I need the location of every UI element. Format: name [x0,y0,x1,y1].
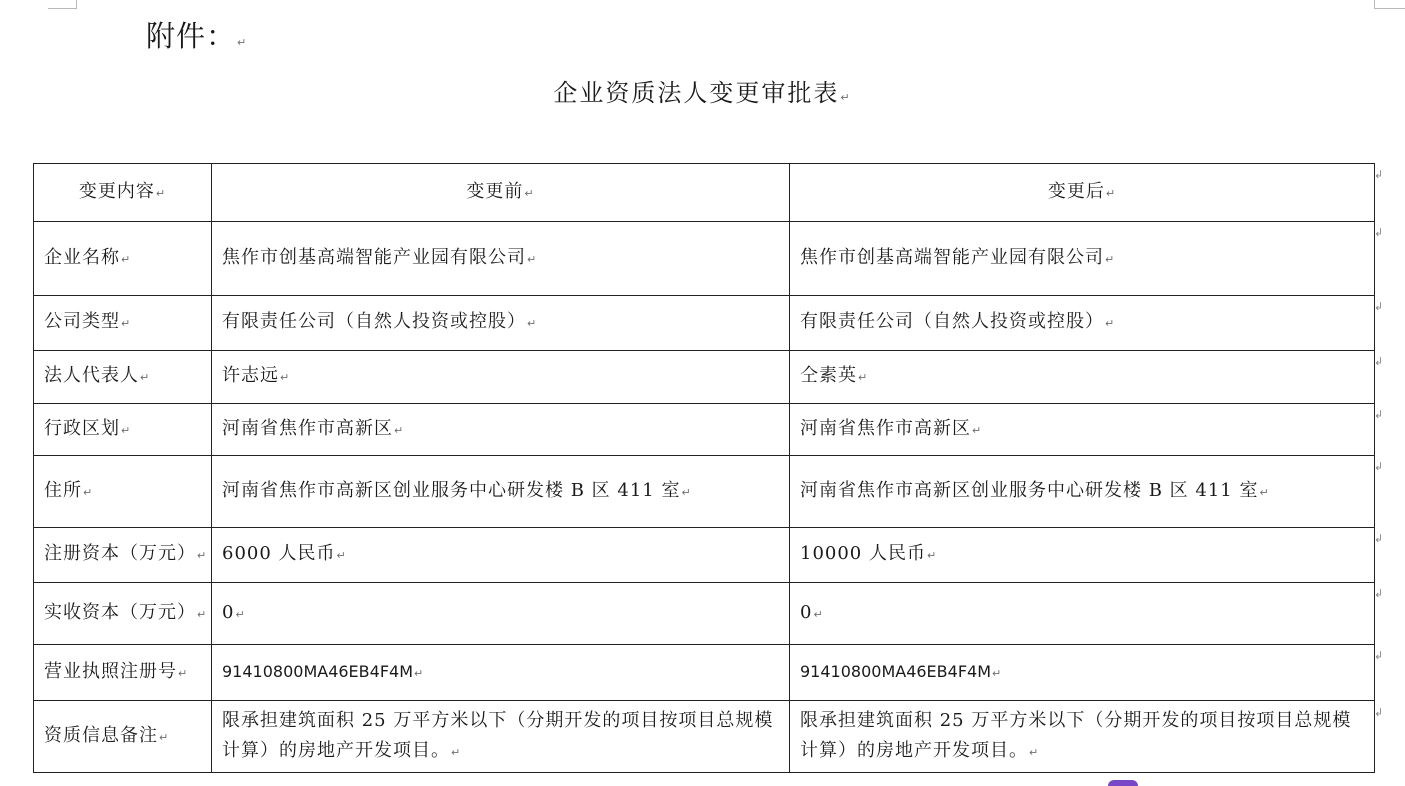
cell-end-mark-icon: ↵ [414,666,425,680]
after-cell[interactable]: 河南省焦作市高新区↵ [790,404,1375,456]
cell-end-mark-icon: ↵ [121,317,132,330]
cell-end-mark-icon: ↵ [280,371,291,384]
cell-end-mark-icon: ↵ [1105,186,1117,200]
before-cell[interactable]: 0↵ [212,583,790,645]
cell-end-mark-icon: ↵ [1105,317,1116,330]
cell-end-mark-icon: ↵ [681,485,692,499]
row-end-mark-icon: ↲ [1374,300,1384,313]
paragraph-mark-icon: ↵ [237,36,248,49]
cell-end-mark-icon: ↵ [394,423,405,437]
cell-end-mark-icon: ↵ [235,607,246,621]
table-row [34,528,1375,583]
after-cell[interactable]: 0↵ [790,583,1375,645]
cell-end-mark-icon: ↵ [451,745,462,759]
header-cell-item[interactable]: 变更内容↵ [34,164,212,222]
table-row [34,701,1375,773]
cell-end-mark-icon: ↵ [1259,485,1270,499]
table-row [34,645,1375,701]
row-end-mark-icon: ↲ [1374,460,1384,473]
row-end-mark-icon: ↲ [1374,408,1384,421]
before-cell[interactable]: 河南省焦作市高新区创业服务中心研发楼 B 区 411 室↵ [212,456,790,528]
cell-end-mark-icon: ↵ [858,371,869,384]
cell-end-mark-icon: ↵ [527,317,538,330]
before-cell[interactable]: 91410800MA46EB4F4M↵ [212,645,790,701]
row-end-mark-icon: ↲ [1374,168,1384,181]
before-cell[interactable]: 6000 人民币↵ [212,528,790,583]
row-end-mark-icon: ↲ [1374,649,1384,662]
cell-end-mark-icon: ↵ [197,549,208,562]
after-cell[interactable]: 10000 人民币↵ [790,528,1375,583]
before-cell[interactable]: 河南省焦作市高新区↵ [212,404,790,456]
cell-end-mark-icon: ↵ [159,730,170,744]
row-end-mark-icon: ↲ [1374,587,1384,600]
cell-end-mark-icon: ↵ [140,371,151,384]
cell-end-mark-icon: ↵ [972,423,983,437]
item-cell[interactable]: 资质信息备注↵ [34,701,212,773]
approval-table [33,163,1375,773]
item-cell[interactable]: 行政区划↵ [34,404,212,456]
row-end-mark-icon: ↲ [1374,706,1384,719]
cell-end-mark-icon: ↵ [926,549,938,562]
after-cell[interactable]: 限承担建筑面积 25 万平方米以下（分期开发的项目按项目总规模计算）的房地产开发项目。↵ [790,701,1375,773]
item-cell[interactable]: 公司类型↵ [34,296,212,351]
item-cell[interactable]: 营业执照注册号↵ [34,645,212,701]
item-cell[interactable]: 注册资本（万元）↵ [34,528,212,583]
after-cell[interactable]: 河南省焦作市高新区创业服务中心研发楼 B 区 411 室↵ [790,456,1375,528]
page-corner-mark-right [1374,0,1405,9]
cell-end-mark-icon: ↵ [527,252,538,266]
header-cell-before[interactable]: 变更前↵ [212,164,790,222]
floating-widget-tab[interactable] [1108,780,1138,786]
after-cell[interactable]: 焦作市创基高端智能产业园有限公司↵ [790,222,1375,296]
cell-end-mark-icon: ↵ [813,607,824,621]
table-row [34,351,1375,404]
item-cell[interactable]: 实收资本（万元）↵ [34,583,212,645]
item-cell[interactable]: 企业名称↵ [34,222,212,296]
table-row [34,296,1375,351]
cell-end-mark-icon: ↵ [121,252,132,266]
cell-end-mark-icon: ↵ [1105,252,1116,266]
table-row [34,583,1375,645]
table-row [34,404,1375,456]
cell-end-mark-icon: ↵ [83,485,94,499]
row-end-mark-icon: ↲ [1374,226,1384,239]
cell-end-mark-icon: ↵ [992,666,1003,680]
cell-end-mark-icon: ↵ [524,186,535,200]
document-title: 企业资质法人变更审批表↵ [553,79,852,107]
paragraph-mark-icon: ↵ [840,91,852,104]
item-cell[interactable]: 住所↵ [34,456,212,528]
page-corner-mark-left [48,0,77,9]
item-cell[interactable]: 法人代表人↵ [34,351,212,404]
cell-end-mark-icon: ↵ [336,549,347,562]
cell-end-mark-icon: ↵ [178,666,189,680]
before-cell[interactable]: 许志远↵ [212,351,790,404]
after-cell[interactable]: 有限责任公司（自然人投资或控股）↵ [790,296,1375,351]
cell-end-mark-icon: ↵ [155,186,167,200]
table-row [34,456,1375,528]
cell-end-mark-icon: ↵ [1029,745,1040,759]
before-cell[interactable]: 有限责任公司（自然人投资或控股）↵ [212,296,790,351]
table-row [34,222,1375,296]
row-end-mark-icon: ↲ [1374,355,1384,368]
attachment-label: 附件：↵ [146,19,248,53]
row-end-mark-icon: ↲ [1374,532,1384,545]
before-cell[interactable]: 限承担建筑面积 25 万平方米以下（分期开发的项目按项目总规模计算）的房地产开发项目。↵ [212,701,790,773]
header-cell-after[interactable]: 变更后↵ [790,164,1375,222]
cell-end-mark-icon: ↵ [197,607,208,621]
after-cell[interactable]: 仝素英↵ [790,351,1375,404]
after-cell[interactable]: 91410800MA46EB4F4M↵ [790,645,1375,701]
before-cell[interactable]: 焦作市创基高端智能产业园有限公司↵ [212,222,790,296]
cell-end-mark-icon: ↵ [121,423,132,437]
table-header-row [34,164,1375,222]
